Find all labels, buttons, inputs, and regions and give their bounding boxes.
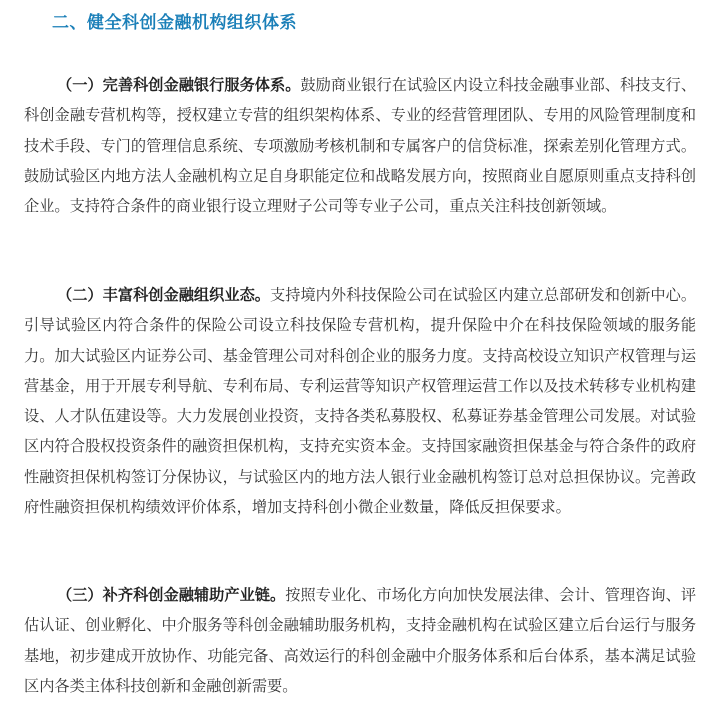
- paragraph-1-body: 鼓励商业银行在试验区内设立科技金融事业部、科技支行、科创金融专营机构等，授权建立专营的组织架构体系、专业的经营管理团队、专用的风险管理制度和技术手段、专门的管理信息系统、专项激励考核机制和专属客户的信贷标准，探索差别化管理方式。鼓励试验区内地方法人金融机构立足自身职能定位和战略发展方向，按照商业自愿原则重点支持科创企业。支持符合条件的商业银行设立理财子公司等专业子公司，重点关注科技创新领域。: [24, 76, 697, 216]
- paragraph-3: [24, 580, 696, 701]
- paragraph-3-heading: （三）补齐科创金融辅助产业链。: [57, 586, 286, 604]
- section-title: 二、健全科创金融机构组织体系: [52, 13, 297, 33]
- paragraph-3-body: 按照专业化、市场化方向加快发展法律、会计、管理咨询、评估认证、创业孵化、中介服务等科创金融辅助服务机构，支持金融机构在试验区建立后台运行与服务基地，初步建成开放协作、功能完备、高效运行的科创金融中介服务体系和后台体系，基本满足试验区内各类主体科技创新和金融创新需要。: [24, 586, 697, 695]
- paragraph-2: [24, 280, 696, 522]
- paragraph-2-body: 支持境内外科技保险公司在试验区内建立总部研发和创新中心。引导试验区内符合条件的保险公司设立科技保险专营机构，提升保险中介在科技保险领域的服务能力。加大试验区内证券公司、基金管理公司对科创企业的服务力度。支持高校设立知识产权管理与运营基金，用于开展专利导航、专利布局、专利运营等知识产权管理运营工作以及技术转移专业机构建设、人才队伍建设等。大力发展创业投资，支持各类私募股权、私募证券基金管理公司发展。对试验区内符合股权投资条件的融资担保机构，支持充实资本金。支持国家融资担保基金与符合条件的政府性融资担保机构签订分保协议，与试验区内的地方法人银行业金融机构签订总对总担保协议。完善政府性融资担保机构绩效评价体系，增加支持科创小微企业数量，降低反担保要求。: [24, 286, 697, 517]
- paragraph-2-heading: （二）丰富科创金融组织业态。: [57, 286, 271, 304]
- paragraph-1: [24, 70, 696, 221]
- paragraph-1-heading: （一）完善科创金融银行服务体系。: [57, 76, 301, 94]
